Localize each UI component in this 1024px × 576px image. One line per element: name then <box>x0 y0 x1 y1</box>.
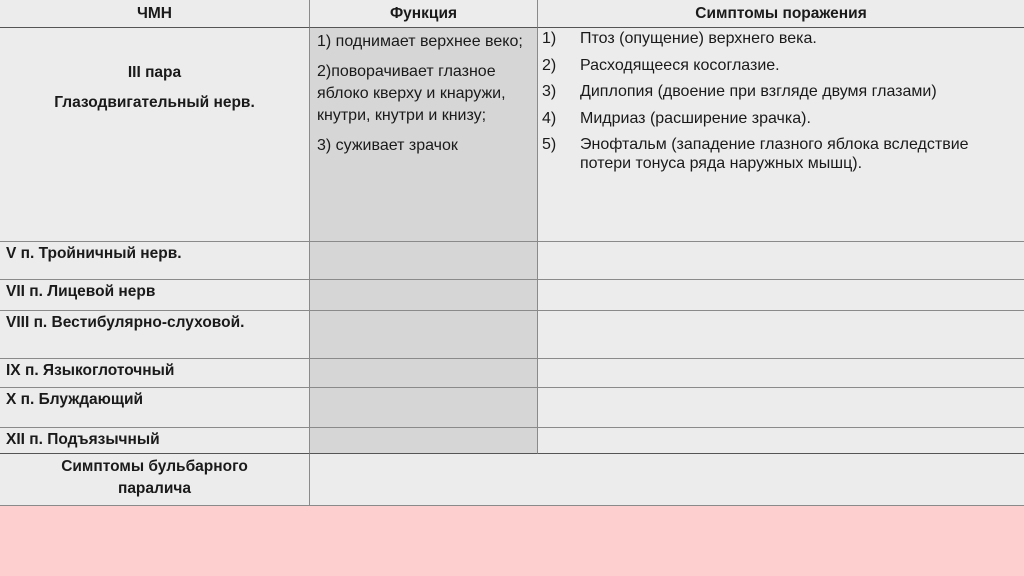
row-trigeminal-function <box>310 242 538 280</box>
row-facial-symptoms <box>538 280 1024 311</box>
row-vagus-symptoms <box>538 388 1024 428</box>
symptom-item: 5) Энофтальм (западение глазного яблока вследствие потери тонуса ряда наружных мышц). <box>542 136 969 172</box>
function-item: 3) суживает зрачок <box>317 137 458 154</box>
bulbar-label: Симптомы бульбарного паралича <box>0 454 310 506</box>
header-function: Функция <box>310 0 538 28</box>
symptom-item: 4) Мидриаз (расширение зрачка). <box>542 109 811 127</box>
oculomotor-pair: III пара <box>127 64 182 81</box>
row-glossopharyngeal-label: IX п. Языкоглоточный <box>0 359 310 388</box>
header-symptoms: Симптомы поражения <box>538 0 1024 28</box>
function-item: 1) поднимает верхнее веко; <box>317 33 523 50</box>
row-vestibulocochlear-function <box>310 311 538 359</box>
row-vestibulocochlear-symptoms <box>538 311 1024 359</box>
row-glossopharyngeal-symptoms <box>538 359 1024 388</box>
symptom-item: 3) Диплопия (двоение при взгляде двумя глазами) <box>542 83 937 100</box>
row-hypoglossal-function <box>310 428 538 454</box>
row-vagus-label: X п. Блуждающий <box>0 388 310 428</box>
header-cmn: ЧМН <box>0 0 310 28</box>
row-vestibulocochlear-label: VIII п. Вестибулярно-слуховой. <box>0 311 310 359</box>
row-hypoglossal-label: XII п. Подъязычный <box>0 428 310 454</box>
row-facial-label: VII п. Лицевой нерв <box>0 280 310 311</box>
symptom-item: 2) Расходящееся косоглазие. <box>542 56 780 74</box>
oculomotor-functions <box>310 28 538 242</box>
row-trigeminal-symptoms <box>538 242 1024 280</box>
row-oculomotor-label <box>0 28 310 242</box>
bulbar-content <box>310 454 1024 506</box>
function-item: 2)поворачивает глазное яблоко кверху и кнаружи, кнутри, кнутри и книзу; <box>317 63 506 124</box>
oculomotor-symptoms <box>538 28 1024 242</box>
row-glossopharyngeal-function <box>310 359 538 388</box>
row-vagus-function <box>310 388 538 428</box>
row-hypoglossal-symptoms <box>538 428 1024 454</box>
row-trigeminal-label: V п. Тройничный нерв. <box>0 242 310 280</box>
oculomotor-name: Глазодвигательный нерв. <box>54 94 255 111</box>
symptom-item: 1) Птоз (опущение) верхнего века. <box>542 30 817 47</box>
row-facial-function <box>310 280 538 311</box>
